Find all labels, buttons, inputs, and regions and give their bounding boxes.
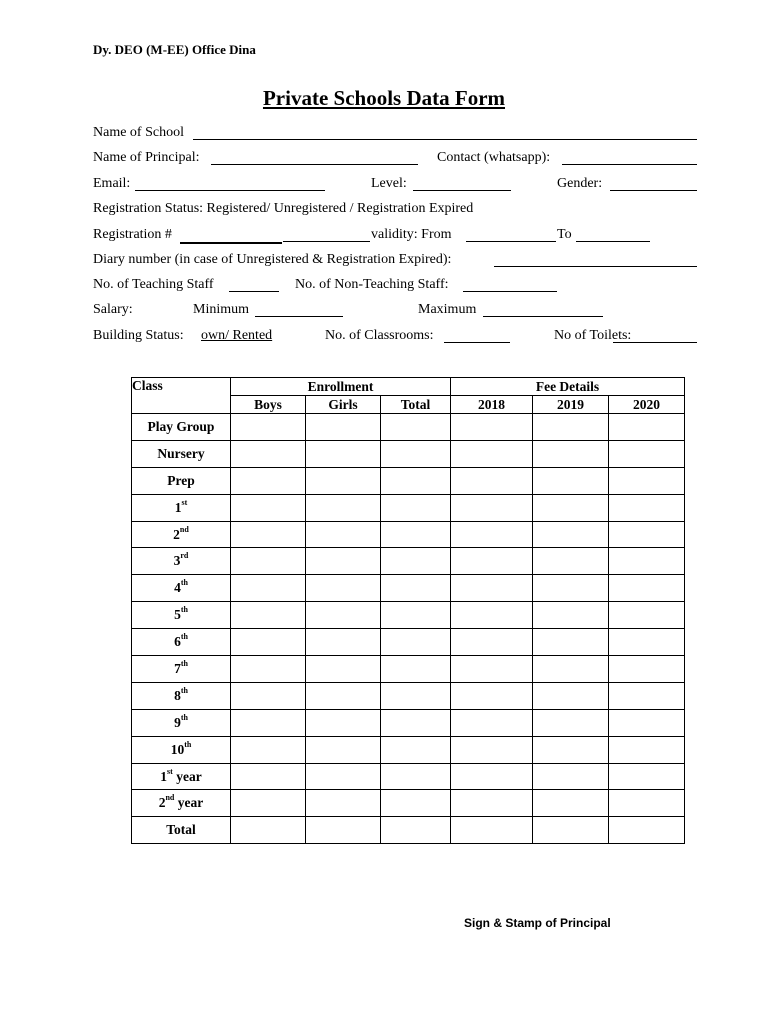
building-status-options: own/ Rented (201, 328, 273, 343)
class-label: Total (166, 822, 196, 838)
class-label-ordinal: th (184, 739, 192, 749)
class-label: 2 (173, 526, 180, 542)
data-cell[interactable] (609, 521, 685, 548)
row-registration-status (93, 201, 697, 221)
data-cell[interactable] (306, 414, 381, 441)
data-cell[interactable] (451, 790, 533, 817)
data-cell[interactable] (306, 656, 381, 683)
label-salary-maximum: Maximum (418, 302, 477, 317)
data-cell[interactable] (451, 656, 533, 683)
class-cell (132, 682, 231, 709)
data-cell[interactable] (451, 548, 533, 575)
row-principal (93, 150, 697, 170)
data-cell[interactable] (609, 817, 685, 844)
row-email (93, 176, 697, 196)
header-boys: Boys (231, 396, 306, 414)
data-cell[interactable] (381, 575, 451, 602)
table-row (132, 414, 685, 441)
class-cell (132, 494, 231, 521)
data-cell[interactable] (306, 629, 381, 656)
data-cell[interactable] (306, 790, 381, 817)
table-row (132, 467, 685, 494)
data-cell[interactable] (381, 629, 451, 656)
class-label-ordinal: th (180, 578, 188, 588)
data-cell[interactable] (231, 440, 306, 467)
table-row (132, 656, 685, 683)
label-salary: Salary: (93, 302, 133, 317)
row-staff (93, 277, 697, 297)
field-registration-number-extra[interactable] (283, 241, 370, 242)
class-label-ordinal: th (180, 658, 188, 668)
class-label: 5 (174, 607, 181, 623)
data-cell[interactable] (381, 467, 451, 494)
data-cell[interactable] (306, 682, 381, 709)
data-cell[interactable] (381, 521, 451, 548)
field-gender[interactable] (610, 190, 697, 191)
enrollment-fee-table (131, 377, 685, 844)
field-diary-number[interactable] (494, 266, 697, 267)
data-cell[interactable] (306, 548, 381, 575)
field-classrooms[interactable] (444, 342, 510, 343)
label-teaching-staff: No. of Teaching Staff (93, 277, 214, 292)
label-registration-status: Registration Status: Registered/ Unregistered / Registration Expired (93, 201, 474, 216)
data-cell[interactable] (609, 790, 685, 817)
signature-label: Sign & Stamp of Principal (464, 916, 611, 930)
data-cell[interactable] (451, 709, 533, 736)
field-email[interactable] (135, 190, 325, 191)
class-label-ordinal: rd (180, 551, 189, 561)
data-cell[interactable] (306, 440, 381, 467)
data-cell[interactable] (231, 414, 306, 441)
data-cell[interactable] (533, 656, 609, 683)
class-cell (132, 709, 231, 736)
data-cell[interactable] (609, 602, 685, 629)
data-cell[interactable] (609, 629, 685, 656)
label-validity-from: validity: From (371, 227, 452, 242)
data-cell[interactable] (451, 440, 533, 467)
header-fee-details: Fee Details (451, 378, 685, 396)
data-cell[interactable] (451, 817, 533, 844)
data-cell[interactable] (306, 467, 381, 494)
class-cell (132, 817, 231, 844)
class-label: 4 (174, 580, 181, 596)
field-salary-maximum[interactable] (483, 316, 603, 317)
data-cell[interactable] (231, 494, 306, 521)
table-row (132, 817, 685, 844)
class-cell (132, 467, 231, 494)
data-cell[interactable] (533, 763, 609, 790)
table-row (132, 575, 685, 602)
class-label: 7 (174, 660, 181, 676)
class-label-ordinal: nd (179, 524, 189, 534)
data-cell[interactable] (533, 709, 609, 736)
table-row (132, 682, 685, 709)
table-row (132, 548, 685, 575)
data-cell[interactable] (231, 682, 306, 709)
class-label-ordinal: nd (165, 793, 175, 803)
data-cell[interactable] (609, 548, 685, 575)
label-registration-number: Registration # (93, 227, 172, 242)
table-row (132, 602, 685, 629)
table-body (132, 414, 685, 844)
data-cell[interactable] (451, 629, 533, 656)
data-cell[interactable] (231, 763, 306, 790)
row-building (93, 328, 697, 348)
data-cell[interactable] (451, 467, 533, 494)
class-cell (132, 629, 231, 656)
data-cell[interactable] (231, 656, 306, 683)
table-row (132, 736, 685, 763)
data-cell[interactable] (533, 736, 609, 763)
table-row (132, 709, 685, 736)
data-cell[interactable] (231, 575, 306, 602)
data-cell[interactable] (231, 467, 306, 494)
data-cell[interactable] (451, 414, 533, 441)
class-label-ordinal: st (181, 497, 188, 507)
data-cell[interactable] (533, 817, 609, 844)
data-cell[interactable] (451, 682, 533, 709)
label-school-name: Name of School (93, 125, 184, 140)
field-non-teaching-staff[interactable] (463, 291, 557, 292)
class-label: 10 (170, 741, 185, 757)
class-label-suffix: year (174, 795, 204, 811)
office-header: Dy. DEO (M-EE) Office Dina (93, 42, 256, 57)
class-label-ordinal: th (180, 685, 188, 695)
data-cell[interactable] (231, 548, 306, 575)
label-classrooms: No. of Classrooms: (325, 328, 434, 343)
field-toilets[interactable] (613, 342, 697, 343)
table-row (132, 521, 685, 548)
data-cell[interactable] (609, 494, 685, 521)
header-enrollment: Enrollment (231, 378, 451, 396)
class-cell (132, 736, 231, 763)
label-principal: Name of Principal: (93, 150, 200, 165)
data-cell[interactable] (381, 440, 451, 467)
data-cell[interactable] (533, 521, 609, 548)
data-cell[interactable] (381, 494, 451, 521)
field-validity-from[interactable] (466, 241, 556, 242)
label-gender: Gender: (557, 176, 603, 191)
data-cell[interactable] (306, 817, 381, 844)
data-cell[interactable] (381, 656, 451, 683)
data-cell[interactable] (231, 736, 306, 763)
row-registration-number (93, 227, 697, 247)
class-label: 1 (160, 768, 168, 784)
data-cell[interactable] (306, 736, 381, 763)
data-cell[interactable] (533, 629, 609, 656)
data-cell[interactable] (381, 736, 451, 763)
label-contact: Contact (whatsapp): (437, 150, 551, 165)
header-class: Class (132, 378, 231, 414)
data-cell[interactable] (609, 736, 685, 763)
class-cell (132, 548, 231, 575)
table-row (132, 440, 685, 467)
class-label-suffix: year (172, 768, 202, 784)
header-fee-2020: 2020 (609, 396, 685, 414)
data-cell[interactable] (451, 602, 533, 629)
class-label: 2 (158, 795, 166, 811)
header-fee-2018: 2018 (451, 396, 533, 414)
field-teaching-staff[interactable] (229, 291, 279, 292)
header-fee-2019: 2019 (533, 396, 609, 414)
data-cell[interactable] (609, 656, 685, 683)
data-cell[interactable] (609, 682, 685, 709)
label-toilets: No of Toilets: (554, 328, 632, 343)
row-diary-number (93, 252, 697, 272)
data-cell[interactable] (451, 575, 533, 602)
label-validity-to: To (557, 227, 572, 242)
data-cell[interactable] (533, 467, 609, 494)
class-label: 1 (174, 499, 182, 515)
class-label-ordinal: th (180, 605, 188, 615)
class-cell (132, 521, 231, 548)
table-row (132, 494, 685, 521)
class-cell (132, 440, 231, 467)
field-validity-to[interactable] (576, 241, 650, 242)
data-cell[interactable] (533, 602, 609, 629)
label-email: Email: (93, 176, 131, 191)
class-label-ordinal: th (180, 712, 188, 722)
class-label-ordinal: th (180, 632, 188, 642)
class-label: 9 (174, 714, 181, 730)
header-girls: Girls (306, 396, 381, 414)
data-cell[interactable] (306, 494, 381, 521)
data-cell[interactable] (231, 629, 306, 656)
data-cell[interactable] (381, 548, 451, 575)
class-cell (132, 790, 231, 817)
label-building-status: Building Status: (93, 328, 184, 343)
data-cell[interactable] (533, 575, 609, 602)
data-cell[interactable] (533, 414, 609, 441)
data-cell[interactable] (381, 682, 451, 709)
data-cell[interactable] (381, 709, 451, 736)
data-cell[interactable] (306, 602, 381, 629)
label-non-teaching-staff: No. of Non-Teaching Staff: (295, 277, 449, 292)
data-cell[interactable] (306, 575, 381, 602)
data-cell[interactable] (381, 414, 451, 441)
data-cell[interactable] (451, 521, 533, 548)
data-cell[interactable] (231, 790, 306, 817)
class-label: Nursery (157, 445, 205, 461)
field-salary-minimum[interactable] (255, 316, 343, 317)
form-title: Private Schools Data Form (262, 86, 506, 110)
data-cell[interactable] (609, 763, 685, 790)
class-cell (132, 763, 231, 790)
data-cell[interactable] (231, 709, 306, 736)
label-level: Level: (371, 176, 407, 191)
data-cell[interactable] (231, 817, 306, 844)
data-cell[interactable] (533, 440, 609, 467)
class-label: 3 (173, 553, 181, 569)
data-cell[interactable] (306, 521, 381, 548)
class-label-ordinal: st (167, 766, 173, 776)
data-cell[interactable] (381, 790, 451, 817)
data-cell[interactable] (231, 521, 306, 548)
data-cell[interactable] (533, 494, 609, 521)
class-cell (132, 656, 231, 683)
data-cell[interactable] (609, 709, 685, 736)
data-cell[interactable] (533, 790, 609, 817)
class-label: Play Group (147, 418, 215, 434)
class-label: 8 (174, 687, 181, 703)
row-school-name (93, 125, 697, 145)
data-cell[interactable] (609, 467, 685, 494)
field-registration-number[interactable] (180, 242, 282, 244)
class-cell (132, 602, 231, 629)
field-school-name[interactable] (193, 139, 697, 140)
data-cell[interactable] (609, 440, 685, 467)
header-enrollment-total: Total (381, 396, 451, 414)
data-cell[interactable] (381, 602, 451, 629)
table-row (132, 790, 685, 817)
field-level[interactable] (413, 190, 511, 191)
class-cell (132, 414, 231, 441)
data-cell[interactable] (306, 763, 381, 790)
field-principal[interactable] (211, 164, 418, 165)
class-label: Prep (167, 472, 195, 488)
data-cell[interactable] (306, 709, 381, 736)
data-cell[interactable] (609, 414, 685, 441)
data-cell[interactable] (451, 736, 533, 763)
label-salary-minimum: Minimum (193, 302, 250, 317)
class-label: 6 (174, 634, 181, 650)
data-cell[interactable] (533, 682, 609, 709)
class-cell (132, 575, 231, 602)
data-cell[interactable] (381, 763, 451, 790)
table-row (132, 629, 685, 656)
data-cell[interactable] (451, 763, 533, 790)
data-cell[interactable] (231, 602, 306, 629)
table-row (132, 763, 685, 790)
row-salary (93, 302, 697, 322)
data-cell[interactable] (609, 575, 685, 602)
label-diary-number: Diary number (in case of Unregistered & Registration Expired): (93, 252, 452, 267)
data-cell[interactable] (381, 817, 451, 844)
data-cell[interactable] (533, 548, 609, 575)
field-contact[interactable] (562, 164, 697, 165)
data-cell[interactable] (451, 494, 533, 521)
